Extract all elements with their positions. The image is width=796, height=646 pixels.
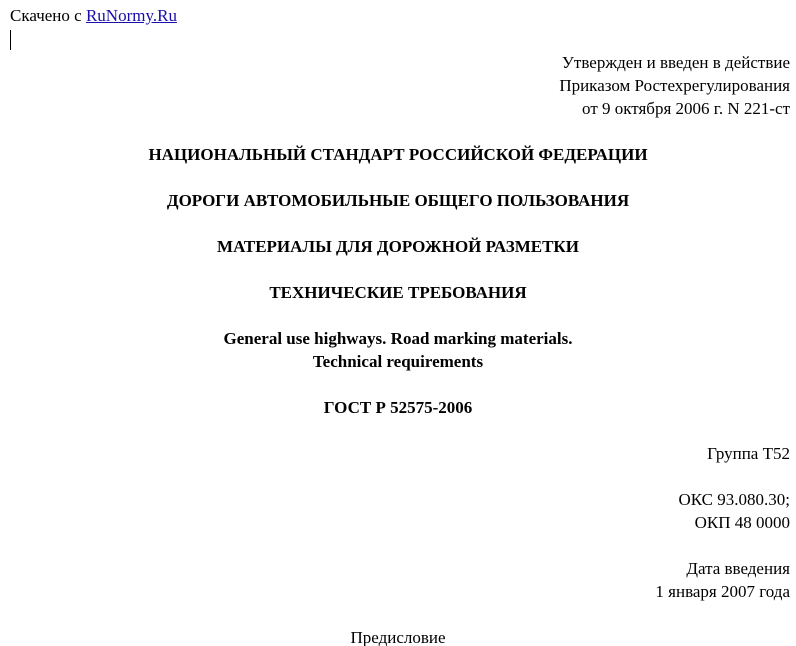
- approval-block: [559, 51, 790, 120]
- oks-code: ОКС 93.080.30;: [678, 490, 790, 509]
- introduction-label: Дата введения: [686, 559, 790, 578]
- introduction-date-block: [655, 557, 790, 603]
- title-materials: МАТЕРИАЛЫ ДЛЯ ДОРОЖНОЙ РАЗМЕТКИ: [217, 237, 579, 256]
- english-title: [0, 327, 796, 373]
- group-code: [707, 442, 790, 465]
- title-tech-requirements: ТЕХНИЧЕСКИЕ ТРЕБОВАНИЯ: [269, 283, 527, 302]
- approval-line-2: Приказом Ростехрегулирования: [559, 76, 790, 95]
- approval-line-3: от 9 октября 2006 г. N 221-ст: [582, 99, 790, 118]
- okp-code: ОКП 48 0000: [694, 513, 790, 532]
- english-title-line-1: General use highways. Road marking materials.: [223, 329, 573, 348]
- title-national-standard: НАЦИОНАЛЬНЫЙ СТАНДАРТ РОССИЙСКОЙ ФЕДЕРАЦИИ: [148, 145, 648, 164]
- approval-line-1: Утвержден и введен в действие: [561, 53, 790, 72]
- text-cursor: [10, 30, 11, 50]
- preface-heading: Предисловие: [350, 628, 446, 646]
- introduction-date: 1 января 2007 года: [655, 582, 790, 601]
- gost-number: ГОСТ Р 52575-2006: [323, 398, 473, 417]
- group-code-text: Группа Т52: [707, 444, 790, 463]
- english-title-line-2: Technical requirements: [312, 352, 484, 371]
- source-link[interactable]: RuNormy.Ru: [85, 6, 177, 25]
- source-line: [10, 6, 177, 26]
- title-roads: ДОРОГИ АВТОМОБИЛЬНЫЕ ОБЩЕГО ПОЛЬЗОВАНИЯ: [166, 191, 630, 210]
- source-prefix: Скачено с: [10, 6, 86, 25]
- classifier-codes: [678, 488, 790, 534]
